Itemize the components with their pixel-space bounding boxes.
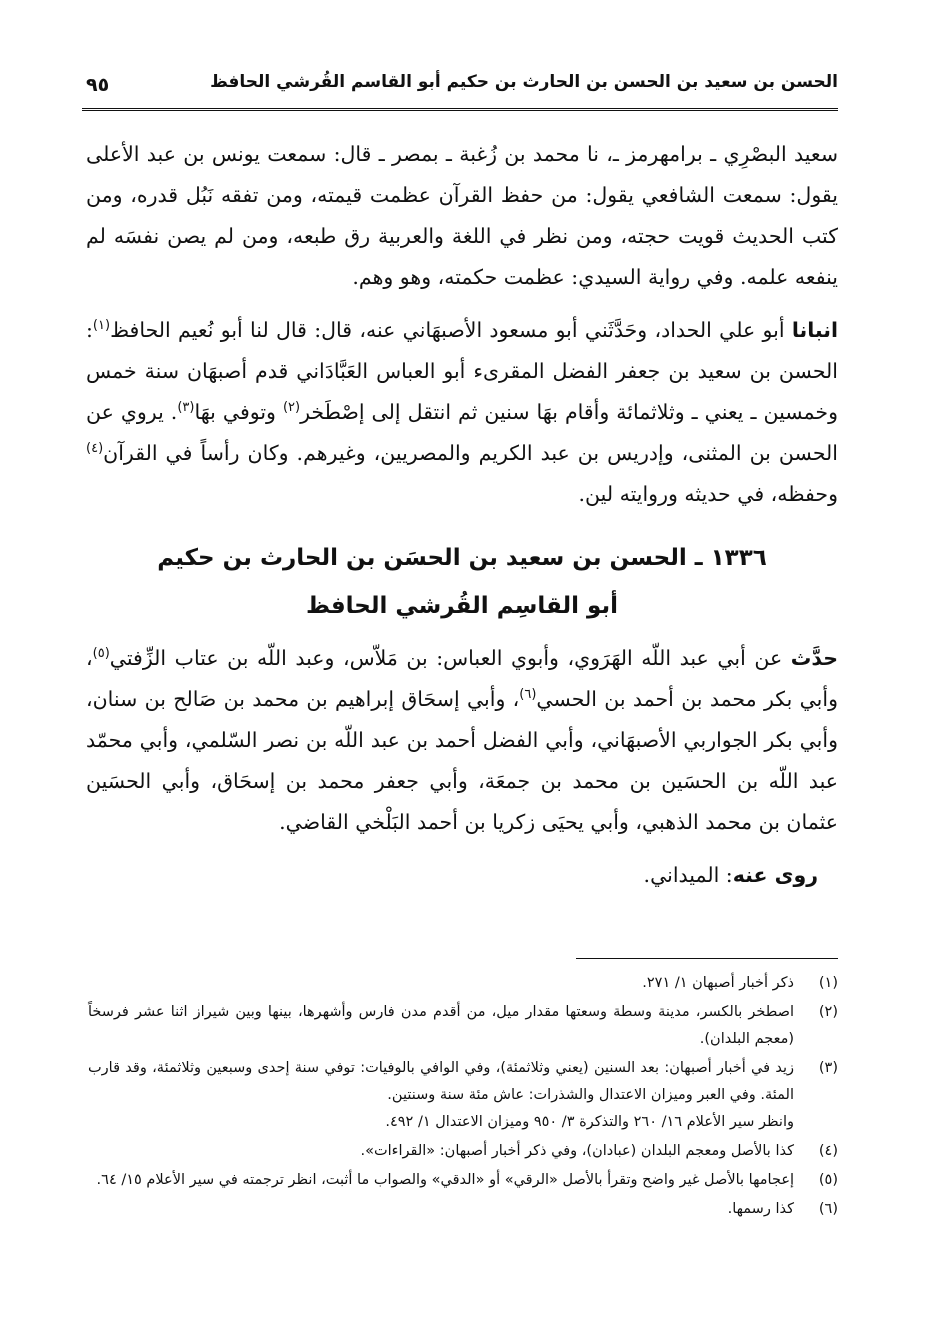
footnote-line: كذا بالأصل ومعجم البلدان (عبادان)، وفي ذكر أخبار أصبهان: «القراءات». bbox=[360, 1143, 794, 1159]
text-segment: عن أبي عبد اللّه الهَرَوي، وأبوي العباس: بن مَلاّس، وعبد اللّه بن عتاب الزِّفتي bbox=[109, 646, 791, 670]
paragraph-shafii-saying bbox=[86, 134, 838, 298]
lead-word: روى عنه bbox=[732, 863, 818, 887]
text-segment: وحفظه، في حديثه وروايته لين. bbox=[578, 482, 838, 506]
footnote-number: (١) bbox=[818, 975, 838, 991]
lead-word: انبانا bbox=[791, 318, 838, 342]
footnote-text bbox=[88, 970, 794, 997]
footnote-ref-4[interactable]: (٤) bbox=[86, 441, 104, 457]
text-segment: وتوفي بهَا bbox=[194, 400, 283, 424]
footnote-line: اصطخر بالكسر، مدينة وسطة وسعتها مقدار ميل، من أقدم مدن فارس وأشهرها، بينها وبين شيراز اثنا عشر فرسخاً (معجم البلدان). bbox=[88, 1004, 794, 1047]
footnote-line: وانظر سير الأعلام ١٦/ ٢٦٠ والتذكرة ٣/ ٩٥٠ وميزان الاعتدال ١/ ٤٩٢. bbox=[385, 1114, 794, 1130]
footnote-number: (٤) bbox=[818, 1143, 838, 1159]
page-number: ٩٥ bbox=[86, 74, 110, 96]
lower-text-block bbox=[86, 638, 838, 896]
upper-text-block bbox=[86, 134, 838, 515]
paragraph-narrated-by bbox=[86, 855, 838, 896]
text-segment: ، وأبي إسحَاق إبراهيم بن محمد بن صَالح بن سنان، وأبي بكر الجواربي الأصبهَاني، وأبي الفضل أحمد بن عبد اللّه بن نصر السّلمي، وأبي محمّد عبد اللّه بن الحسَين بن محمد بن جمعَة، وأبي جعفر محمد بن إسحَاق، وأبي الحسَين عثمان بن محمد الذهبي، وأبي يحيَى زكريا بن أحمد البَلْخي القاضي. bbox=[86, 687, 838, 834]
lead-word: حدَّث bbox=[790, 646, 838, 670]
footnotes bbox=[88, 970, 838, 1223]
running-title: الحسن بن سعيد بن الحسن بن الحارث بن حكيم أبو القاسم القُرشي الحافظ bbox=[210, 72, 838, 92]
footnote-line: زيد في أخبار أصبهان: بعد السنين (يعني وثلاثمئة)، وفي الوافي بالوفيات: توفي سنة إحدى وسبعين وثلاثمئة، وقد قارب المئة. وفي العبر وميزان الاعتدال والشذرات: عاش مئة سنة وسنتين. bbox=[88, 1060, 794, 1103]
footnote-text bbox=[88, 1055, 794, 1136]
footnote-1 bbox=[88, 970, 838, 997]
footnote-ref-6[interactable]: (٦) bbox=[519, 687, 537, 703]
footnote-3 bbox=[88, 1055, 838, 1136]
footnote-number: (٥) bbox=[818, 1172, 838, 1188]
footnote-text bbox=[88, 1138, 794, 1165]
entry-title-line-2: أبو القاسِم القُرشي الحافظ bbox=[305, 593, 619, 619]
footnote-ref-5[interactable]: (٥) bbox=[92, 646, 110, 662]
text-segment: : الحسن بن سعيد بن جعفر الفضل المقرىء أبو العباس العَبَّادَاني قدم أصبهَان سنة خمس وخمسين ـ يعني ـ وثلاثمائة وأقام بهَا سنين ثم انتقل إلى إصْطَخر bbox=[86, 318, 838, 424]
footnote-6 bbox=[88, 1196, 838, 1223]
footnote-ref-3[interactable]: (٣) bbox=[177, 400, 195, 416]
footnote-text bbox=[88, 1167, 794, 1194]
paragraph-text: سعيد البصْرِي ـ برامهرمز ـ، نا محمد بن زُغبة ـ بمصر ـ قال: سمعت يونس بن عبد الأعلى يقول: سمعت الشافعي يقول: من حفظ القرآن عظمت قيمته، ومن تفقه نَبُل قدره، ومن كتب الحديث قويت حجته، ومن نظر في اللغة والعربية رق طبعه، ومن لم يصن نفسَه لم ينفعه علمه. وفي رواية السيدي: عظمت حكمته، وهو وهم. bbox=[86, 142, 838, 289]
footnote-2 bbox=[88, 999, 838, 1053]
footnote-line: كذا رسمها. bbox=[727, 1201, 794, 1217]
footnote-number: (٦) bbox=[818, 1201, 838, 1217]
entry-title-line-1: ١٣٣٦ ـ الحسن بن سعيد بن الحسَن بن الحارث بن حكيم bbox=[157, 545, 767, 571]
text-segment: أبو علي الحداد، وحَدَّثَني أبو مسعود الأصبهَاني عنه، قال: قال لنا أبو نُعيم الحافظ bbox=[110, 318, 792, 342]
entry-heading bbox=[86, 534, 838, 630]
footnote-ref-1[interactable]: (١) bbox=[92, 318, 111, 334]
page-header bbox=[82, 72, 838, 106]
footnote-separator bbox=[576, 958, 838, 959]
text-segment: ، وأبي بكر محمد بن أحمد بن الحسي bbox=[86, 646, 838, 711]
footnote-line: إعجامها بالأصل غير واضح وتقرأ بالأصل «الرقي» أو «الدقي» والصواب ما أثبت، انظر ترجمته في سير الأعلام ١٥/ ٦٤. bbox=[96, 1172, 794, 1188]
footnote-line: ذكر أخبار أصبهان ١/ ٢٧١. bbox=[642, 975, 794, 991]
footnote-4 bbox=[88, 1138, 838, 1165]
header-rule bbox=[82, 108, 838, 111]
text-segment: : الميداني. bbox=[643, 863, 733, 887]
footnote-text bbox=[88, 1196, 794, 1223]
text-segment: . يروي عن الحسن بن المثنى، وإدريس بن عبد الكريم والمصريين، وغيرهم. وكان رأساً في القرآن bbox=[86, 400, 838, 465]
footnote-text bbox=[88, 999, 794, 1053]
footnote-number: (٣) bbox=[818, 1060, 838, 1076]
footnote-ref-2[interactable]: (٢) bbox=[282, 400, 301, 416]
paragraph-abu-nuaym bbox=[86, 310, 838, 515]
footnote-number: (٢) bbox=[818, 1004, 838, 1020]
paragraph-narrated-from bbox=[86, 638, 838, 843]
footnote-5 bbox=[88, 1167, 838, 1194]
